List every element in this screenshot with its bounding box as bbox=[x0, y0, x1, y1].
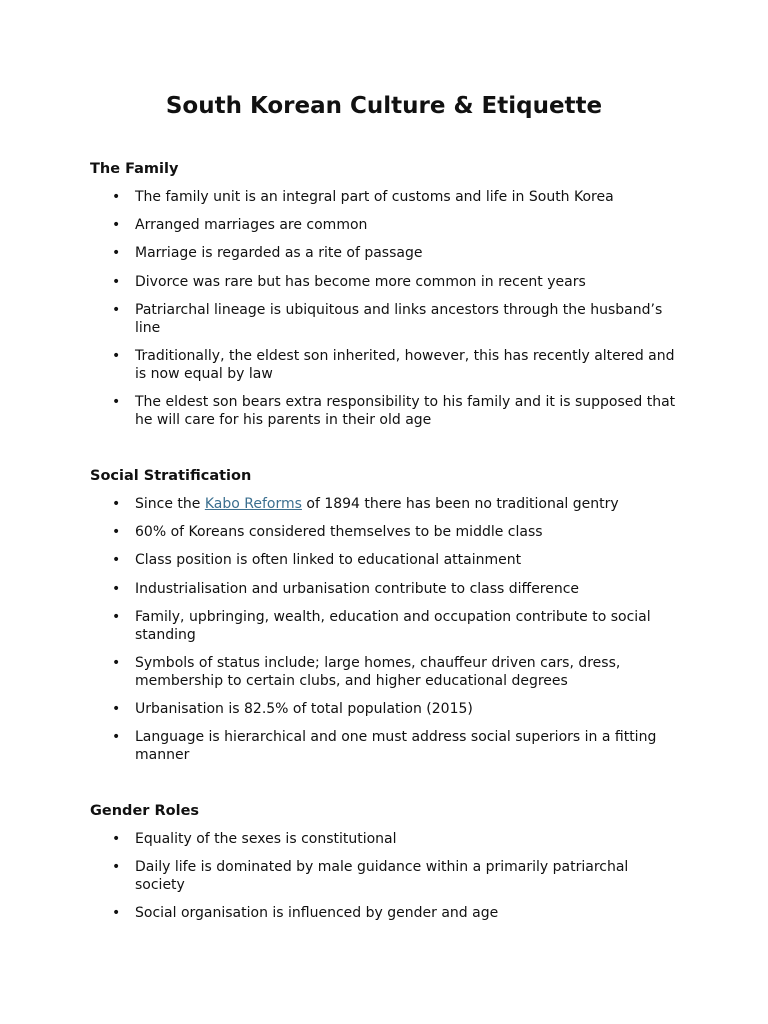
page-title: South Korean Culture & Etiquette bbox=[165, 93, 603, 119]
list-item: • Family, upbringing, wealth, education and occupation contribute to social standing bbox=[112, 608, 651, 643]
family-list bbox=[90, 188, 690, 429]
bullet-icon: • bbox=[112, 905, 121, 922]
bullet-icon: • bbox=[112, 189, 121, 205]
bullet-icon: • bbox=[112, 654, 121, 671]
list-item: • 60% of Koreans considered themselves to be middle class bbox=[112, 524, 543, 541]
section-gender-roles bbox=[90, 802, 690, 933]
list-item: • Daily life is dominated by male guidance within a primarily patriarchal society bbox=[112, 859, 629, 894]
list-item: • Symbols of status include; large homes, chauffeur driven cars, dress, membership to certain clubs, and higher educational degrees bbox=[112, 654, 621, 689]
section-heading-family: The Family bbox=[90, 161, 179, 177]
list-item: • The family unit is an integral part of customs and life in South Korea bbox=[112, 189, 614, 205]
list-item: • Arranged marriages are common bbox=[112, 217, 368, 234]
bullet-icon: • bbox=[112, 524, 121, 541]
bullet-icon: • bbox=[112, 831, 121, 847]
bullet-icon: • bbox=[112, 729, 121, 746]
bullet-icon: • bbox=[112, 301, 121, 318]
bullet-icon: • bbox=[112, 552, 121, 569]
list-item: • Industrialisation and urbanisation contribute to class difference bbox=[112, 580, 580, 597]
section-social-stratification bbox=[90, 467, 690, 775]
list-item: • Class position is often linked to educational attainment bbox=[112, 552, 522, 569]
bullet-icon: • bbox=[112, 217, 121, 234]
list-item: • The eldest son bears extra responsibility to his family and it is supposed that he will care for his parents in their old age bbox=[112, 394, 676, 429]
list-item: • Traditionally, the eldest son inherited, however, this has recently altered and is now equal by law bbox=[112, 347, 675, 382]
section-heading-social-stratification: Social Stratification bbox=[90, 468, 252, 484]
bullet-icon: • bbox=[112, 245, 121, 262]
bullet-icon: • bbox=[112, 347, 121, 364]
bullet-icon: • bbox=[112, 580, 121, 597]
list-item: • Patriarchal lineage is ubiquitous and links ancestors through the husband’s line bbox=[112, 301, 663, 336]
list-item: • Urbanisation is 82.5% of total population (2015) bbox=[112, 701, 473, 718]
list-item: • Divorce was rare but has become more common in recent years bbox=[112, 273, 586, 290]
bullet-icon: • bbox=[112, 859, 121, 876]
list-item: • Language is hierarchical and one must address social superiors in a fitting manner bbox=[112, 729, 657, 764]
list-item: • Equality of the sexes is constitutional bbox=[112, 831, 397, 847]
bullet-icon: • bbox=[112, 496, 121, 512]
bullet-icon: • bbox=[112, 394, 121, 411]
bullet-icon: • bbox=[112, 701, 121, 718]
list-item: • Marriage is regarded as a rite of passage bbox=[112, 245, 423, 262]
section-heading-gender-roles: Gender Roles bbox=[90, 803, 200, 819]
list-item: • Since the Kabo Reforms of 1894 there has been no traditional gentry bbox=[112, 496, 619, 512]
gender-list bbox=[90, 830, 690, 922]
bullet-icon: • bbox=[112, 273, 121, 290]
section-family bbox=[90, 160, 690, 439]
list-item: • Social organisation is influenced by gender and age bbox=[112, 905, 499, 922]
bullet-icon: • bbox=[112, 608, 121, 625]
social-list bbox=[90, 495, 690, 764]
kabo-reforms-link[interactable]: Kabo Reforms bbox=[204, 496, 302, 512]
